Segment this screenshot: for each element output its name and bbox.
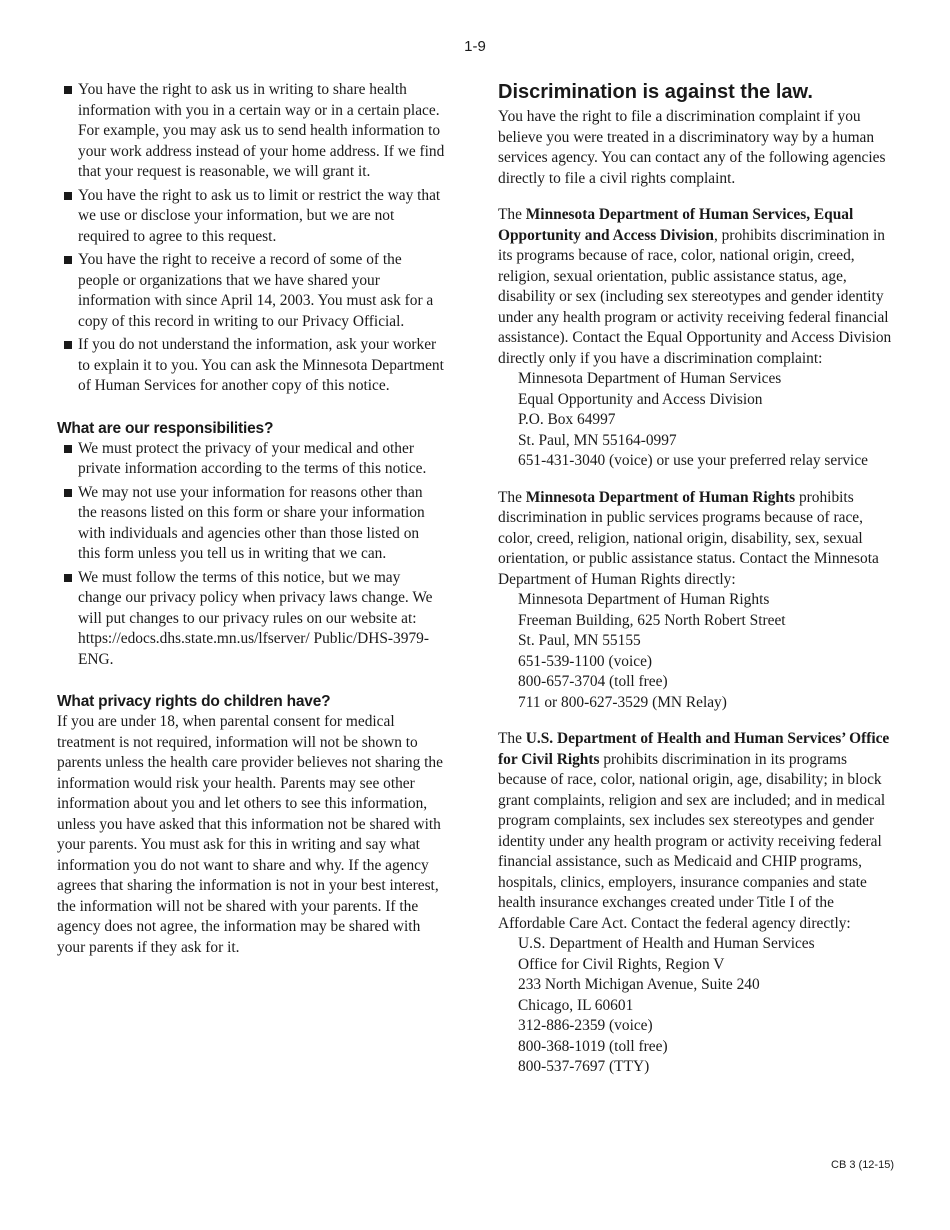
agency-name: U.S. Department of Health and Human Services’ Office for Civil Rights: [498, 730, 890, 768]
address-line: Minnesota Department of Human Rights: [518, 591, 770, 608]
list-item: If you do not understand the information, ask your worker to explain it to you. You can ask the Minnesota Department of Human Services for another copy of this notice.: [57, 335, 445, 397]
address-line: 800-368-1019 (toll free): [518, 1037, 668, 1055]
discrimination-heading: Discrimination is against the law.: [498, 81, 813, 103]
address-line: Freeman Building, 625 North Robert Street: [518, 611, 786, 629]
square-bullet-icon: [64, 489, 72, 497]
dhs-address: [498, 369, 898, 472]
list-item: We must follow the terms of this notice, but we may change our privacy policy when privacy laws change. We will put changes to our privacy rules on our website at: https://edocs.dhs.state.mn.us/lfserver/ Public/DHS-3979-ENG.: [57, 568, 445, 671]
dhs-paragraph: The Minnesota Department of Human Services, Equal Opportunity and Access Division, prohibits discrimination in its programs because of race, color, national origin, creed, religion, sexual orientation, public assistance status, age, disability or sex (including sex stereotypes and gender identity under any health program or activity receiving federal financial assistance). Contact the Equal Opportunity and Access Division directly only if you have a discrimination complaint:: [498, 206, 892, 367]
responsibilities-list: [57, 439, 445, 671]
square-bullet-icon: [64, 86, 72, 94]
address-line: 800-657-3704 (toll free): [518, 673, 668, 690]
address-line: 233 North Michigan Avenue, Suite 240: [518, 976, 760, 993]
square-bullet-icon: [64, 256, 72, 264]
address-line: Office for Civil Rights, Region V: [518, 955, 725, 973]
children-paragraph: If you are under 18, when parental consent for medical treatment is not required, information will not be shown to parents unless the health care provider believes not sharing the information would risk your health. Parents may see other information about you and let others to see this information, unless you have asked that this information not be shared with your parents. You must ask for this in writing and say what information you do not want to share and why. If the agency agrees that sharing the information is not in your best interest, the information will not be shared with your parents. If the agency does not agree, the information may be shared with your parents if they ask for it.: [57, 713, 443, 956]
address-line: 312-886-2359 (voice): [518, 1017, 653, 1034]
mdhr-paragraph: The Minnesota Department of Human Rights prohibits discrimination in public services programs because of race, color, creed, religion, national origin, disability, sex, sexual orientation, or public assistance status. Contact the Minnesota Department of Human Rights directly:: [498, 488, 879, 588]
address-line: 800-537-7697 (TTY): [518, 1058, 650, 1075]
children-heading: What privacy rights do children have?: [57, 693, 331, 710]
list-item: You have the right to receive a record of some of the people or organizations that we have shared your information with since April 14, 2003. You must ask for a copy of this record in writing to our Privacy Official.: [57, 250, 445, 332]
address-line: 651-539-1100 (voice): [518, 652, 653, 670]
form-id: CB 3 (12-15): [831, 1159, 894, 1171]
address-line: 711 or 800-627-3529 (MN Relay): [518, 693, 727, 711]
left-column: [57, 80, 445, 958]
discrimination-intro: You have the right to file a discrimination complaint if you believe you were treated in a discriminatory way by a human services agency. You can contact any of the following agencies directly to file a civil rights complaint.: [498, 108, 886, 187]
agency-name: Minnesota Department of Human Rights: [525, 488, 796, 506]
agency-name: Minnesota Department of Human Services, Equal Opportunity and Access Division: [498, 206, 854, 244]
square-bullet-icon: [64, 341, 72, 349]
address-line: St. Paul, MN 55164-0997: [518, 431, 677, 449]
address-line: St. Paul, MN 55155: [518, 632, 641, 649]
address-line: 651-431-3040 (voice) or use your preferred relay service: [518, 452, 868, 469]
right-column: [498, 80, 898, 1078]
address-line: U.S. Department of Health and Human Services: [518, 935, 815, 952]
list-item: We must protect the privacy of your medical and other private information according to the terms of this notice.: [57, 439, 445, 480]
address-line: Equal Opportunity and Access Division: [518, 390, 763, 408]
square-bullet-icon: [64, 192, 72, 200]
hhs-paragraph: The U.S. Department of Health and Human Services’ Office for Civil Rights prohibits discrimination in its programs because of race, color, national origin, age, disability; in block grant complaints, religion and sex are included; and in medical program complaints, sex includes sex stereotypes and gender identity under any health program or activity receiving federal financial assistance, such as Medicaid and CHIP programs, hospitals, clinics, employers, insurance companies and state health insurance exchanges created under Title I of the Affordable Care Act. Contact the federal agency directly:: [498, 730, 890, 932]
responsibilities-heading: What are our responsibilities?: [57, 419, 274, 437]
square-bullet-icon: [64, 445, 72, 453]
hhs-address: [498, 934, 898, 1078]
list-item: We may not use your information for reasons other than the reasons listed on this form or share your information with individuals and agencies other than those listed on this form unless you tell us in writing that we can.: [57, 483, 445, 565]
list-item: You have the right to ask us in writing to share health information with you in a certain way or in a certain place. For example, you may ask us to send health information to your work address instead of your home address. If we find that your request is reasonable, we will grant it.: [57, 80, 445, 183]
address-line: P.O. Box 64997: [518, 411, 616, 428]
mdhr-address: [498, 590, 898, 713]
address-line: Minnesota Department of Human Services: [518, 370, 782, 387]
rights-list: [57, 80, 445, 397]
square-bullet-icon: [64, 574, 72, 582]
address-line: Chicago, IL 60601: [518, 996, 634, 1014]
list-item: You have the right to ask us to limit or restrict the way that we use or disclose your information, but we are not required to agree to this request.: [57, 186, 445, 248]
page-number: 1-9: [464, 38, 486, 55]
